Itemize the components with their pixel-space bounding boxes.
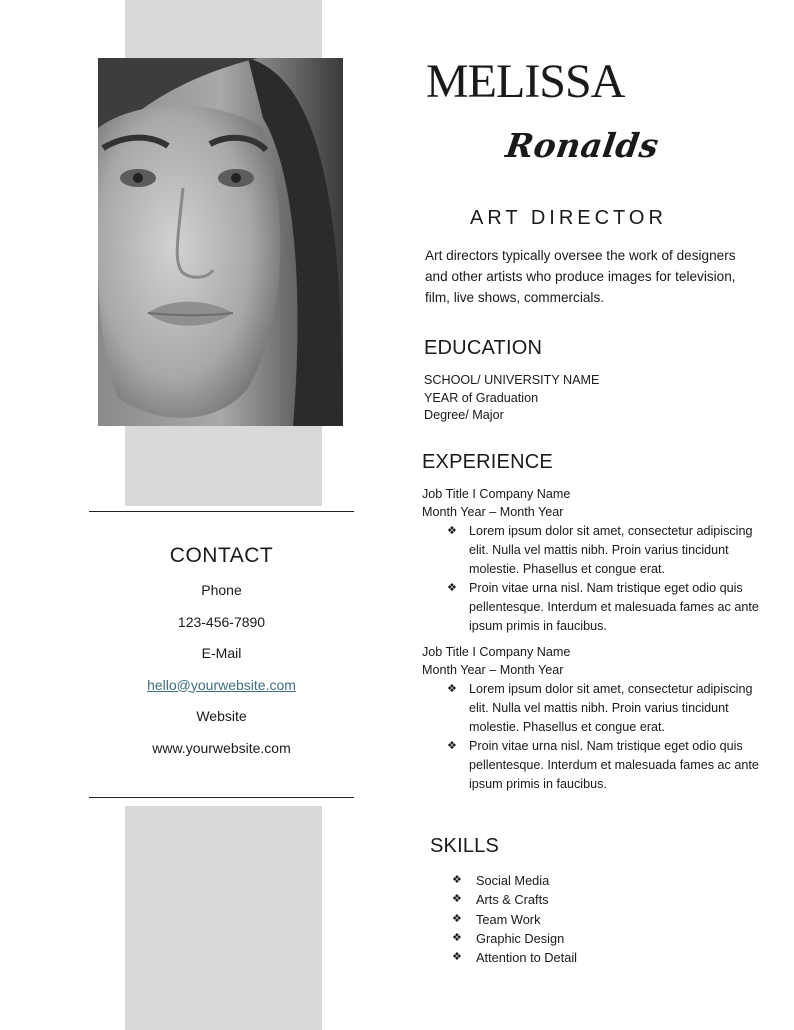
skill-item [452, 890, 577, 909]
contact-top-rule [89, 511, 354, 512]
phone-label: Phone [201, 582, 242, 598]
skills-list [452, 871, 577, 967]
job-dates: Month Year – Month Year [422, 504, 564, 519]
experience-heading: EXPERIENCE [422, 451, 553, 473]
skill-label: Graphic Design [476, 930, 565, 946]
phone-value: 123-456-7890 [177, 613, 266, 630]
education-heading: EDUCATION [424, 337, 543, 359]
education-degree: Degree/ Major [424, 408, 504, 422]
summary-text: Art directors typically oversee the work of designers and other artists who produce images for television, film, live shows, commercials. [425, 248, 736, 305]
diamond-bullet-icon: ❖ [447, 582, 457, 594]
diamond-bullet-icon: ❖ [452, 951, 462, 964]
bullet-text: Proin vitae urna nisl. Nam tristique eget odio quis pellentesque. Interdum et malesuada fames ac ante ipsum primis in faucibus. [469, 739, 759, 791]
contact-heading: CONTACT [169, 544, 274, 567]
diamond-bullet-icon: ❖ [447, 683, 457, 695]
contact-section [89, 544, 354, 770]
job-dates: Month Year – Month Year [422, 662, 564, 677]
skills-heading: SKILLS [430, 835, 500, 857]
job-company: Job Title I Company Name [422, 487, 571, 501]
profile-photo [98, 58, 343, 426]
sidebar-band-bottom [125, 806, 322, 1030]
diamond-bullet-icon: ❖ [452, 931, 462, 944]
experience-entry [422, 644, 772, 794]
skill-label: Team Work [476, 911, 541, 927]
skill-item [452, 910, 577, 929]
diamond-bullet-icon: ❖ [447, 740, 457, 752]
bullet-text: Proin vitae urna nisl. Nam tristique eget odio quis pellentesque. Interdum et malesuada fames ac ante ipsum primis in faucibus. [469, 581, 759, 633]
education-details [424, 372, 599, 425]
list-item [422, 680, 769, 737]
website-label: Website [196, 708, 247, 724]
skill-label: Social Media [476, 873, 550, 888]
diamond-bullet-icon: ❖ [452, 874, 462, 886]
education-school: SCHOOL/ UNIVERSITY NAME [424, 373, 600, 387]
bullet-text: Lorem ipsum dolor sit amet, consectetur adipiscing elit. Nulla vel mattis nibh. Proin varius tincidunt molestie. Phasellus et congue erat. [469, 524, 753, 576]
job-bullets [422, 522, 772, 636]
skill-label: Arts & Crafts [476, 892, 549, 908]
list-item [422, 579, 769, 636]
diamond-bullet-icon: ❖ [447, 525, 457, 537]
skill-label: Attention to Detail [476, 950, 578, 966]
job-bullets [422, 680, 772, 794]
experience-entry [422, 486, 772, 636]
list-item [422, 522, 769, 579]
email-link[interactable]: hello@yourwebsite.com [147, 676, 296, 693]
job-company: Job Title I Company Name [422, 645, 571, 659]
diamond-bullet-icon: ❖ [452, 912, 462, 925]
job-title: ART DIRECTOR [470, 207, 667, 229]
website-value: www.yourwebsite.com [152, 739, 291, 756]
bullet-text: Lorem ipsum dolor sit amet, consectetur adipiscing elit. Nulla vel mattis nibh. Proin varius tincidunt molestie. Phasellus et congue erat. [469, 682, 753, 734]
email-label: E-Mail [201, 645, 242, 661]
education-year: YEAR of Graduation [424, 390, 539, 405]
last-name: Ronalds [503, 126, 662, 165]
first-name: MELISSA [426, 55, 625, 108]
contact-bottom-rule [89, 797, 354, 798]
skill-item [452, 929, 577, 948]
skill-item [452, 948, 577, 967]
skill-item [452, 871, 577, 890]
list-item [422, 737, 769, 794]
diamond-bullet-icon: ❖ [452, 893, 462, 906]
